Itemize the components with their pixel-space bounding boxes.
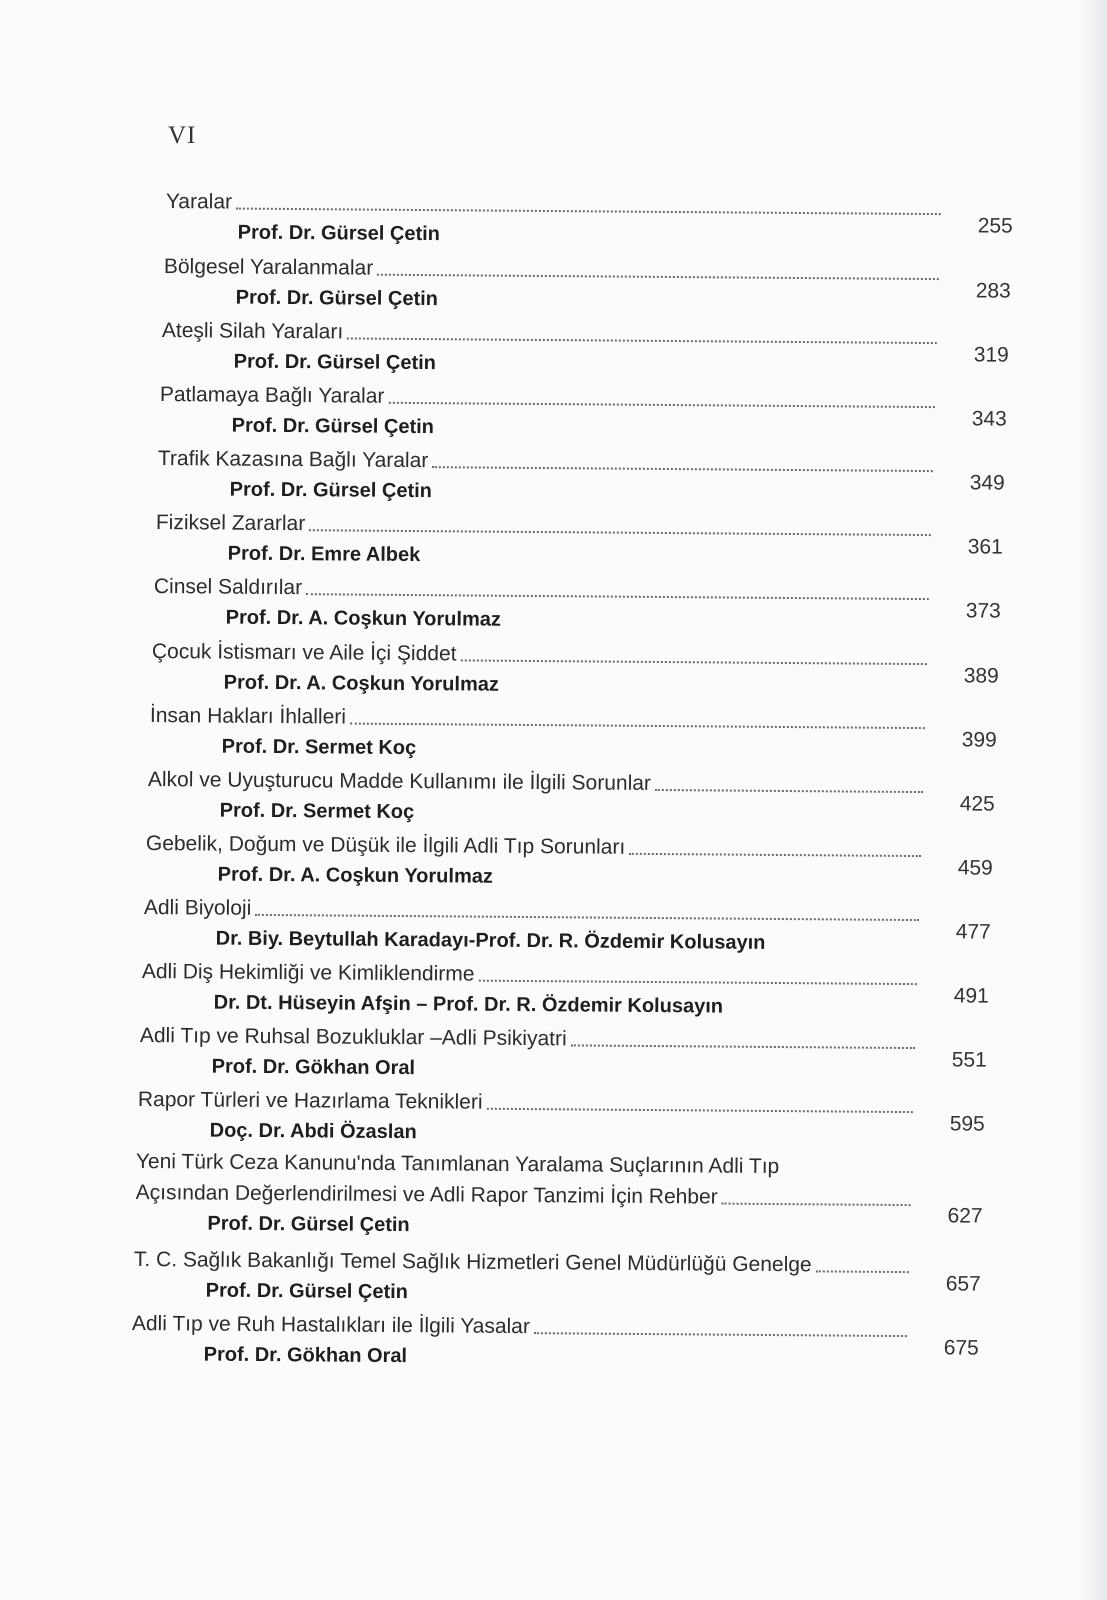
dot-leader: [478, 980, 916, 985]
entry-title: Gebelik, Doğum ve Düşük ile İlgili Adli Tıp Sorunları: [145, 832, 626, 859]
entry-author: Prof. Dr. Gürsel Çetin: [237, 221, 441, 246]
entry-title: Adli Diş Hekimliği ve Kimliklendirme: [141, 960, 475, 986]
entry-page-number: 425: [959, 792, 995, 816]
entry-page-number: 349: [969, 471, 1005, 495]
entry-title: Patlamaya Bağlı Yaralar: [159, 383, 385, 408]
toc-entry: [158, 447, 1028, 514]
entry-author: Prof. Dr. A. Coşkun Yorulmaz: [225, 606, 501, 631]
toc-entry: [148, 768, 1018, 835]
dot-leader: [629, 853, 921, 857]
toc-entry: [162, 319, 1032, 386]
entry-page-number: 491: [953, 984, 989, 1008]
entry-author: Dr. Dt. Hüseyin Afşin – Prof. Dr. R. Özdemir Kolusayın: [213, 991, 724, 1018]
entry-title: Trafik Kazasına Bağlı Yaralar: [157, 447, 429, 473]
dot-leader: [460, 659, 926, 665]
entry-author: Prof. Dr. Gürsel Çetin: [205, 1279, 409, 1304]
toc-entry: [132, 1312, 1002, 1379]
toc-entry: [154, 575, 1024, 642]
entry-title: Adli Tıp ve Ruh Hastalıkları ile İlgili Yasalar: [131, 1312, 531, 1339]
entry-page-number: 343: [971, 407, 1007, 431]
toc-entry: [156, 511, 1026, 578]
entry-author: Prof. Dr. Gökhan Oral: [203, 1343, 408, 1368]
dot-leader: [347, 337, 937, 344]
entry-author: Doç. Dr. Abdi Özaslan: [209, 1119, 417, 1144]
toc-entry: [140, 1024, 1010, 1091]
entry-page-number: 675: [943, 1336, 979, 1360]
entry-title: Cinsel Saldırılar: [153, 575, 303, 600]
dot-leader: [655, 789, 923, 793]
entry-title: Adli Biyoloji: [143, 896, 252, 920]
entry-author: Prof. Dr. Gökhan Oral: [211, 1055, 416, 1080]
dot-leader: [534, 1332, 907, 1337]
entry-page-number: 459: [957, 856, 993, 880]
dot-leader: [350, 723, 925, 730]
dot-leader: [816, 1270, 909, 1273]
entry-title: Adli Tıp ve Ruhsal Bozukluklar –Adli Psikiyatri: [139, 1024, 567, 1051]
entry-author: Prof. Dr. Gürsel Çetin: [229, 478, 433, 503]
toc-entry: [142, 960, 1012, 1027]
entry-page-number: 373: [965, 599, 1001, 623]
entry-title: Çocuk İstismarı ve Aile İçi Şiddet: [151, 640, 457, 666]
entry-page-number: 595: [949, 1112, 985, 1136]
entry-title: T. C. Sağlık Bakanlığı Temel Sağlık Hizmetleri Genel Müdürlüğü Genelge: [133, 1248, 812, 1277]
toc-entry: [138, 1088, 1008, 1155]
dot-leader: [309, 529, 931, 536]
entry-title: Alkol ve Uyuşturucu Madde Kullanımı ile İlgili Sorunlar: [147, 768, 652, 795]
toc-entry-long: [135, 1150, 1006, 1257]
toc-entry: [166, 190, 1036, 257]
entry-author: Prof. Dr. Gürsel Çetin: [233, 350, 437, 375]
entry-author: Prof. Dr. A. Coşkun Yorulmaz: [217, 863, 493, 888]
entry-author: Prof. Dr. Emre Albek: [227, 542, 421, 567]
toc-entry: [150, 704, 1020, 771]
entry-page-number: 283: [975, 279, 1011, 303]
entry-page-number: 657: [945, 1272, 981, 1296]
toc-entry: [134, 1248, 1004, 1315]
dot-leader: [236, 208, 941, 216]
entry-author: Prof. Dr. Sermet Koç: [221, 735, 417, 760]
entry-page-number: 389: [963, 664, 999, 688]
entry-author: Prof. Dr. Gürsel Çetin: [235, 286, 439, 311]
entry-author: Dr. Biy. Beytullah Karadayı-Prof. Dr. R. Özdemir Kolusayın: [215, 927, 766, 954]
entry-title: Fiziksel Zararlar: [155, 511, 306, 536]
dot-leader: [432, 466, 933, 472]
entry-title: Yaralar: [165, 190, 233, 214]
toc-entry: [146, 832, 1016, 899]
entry-page-number: 319: [973, 343, 1009, 367]
toc-entry: [164, 255, 1034, 322]
entry-page-number: 627: [947, 1204, 983, 1228]
entry-page-number: 399: [961, 728, 997, 752]
entry-author: Prof. Dr. A. Coşkun Yorulmaz: [223, 671, 499, 696]
entry-author: Prof. Dr. Sermet Koç: [219, 799, 415, 824]
dot-leader: [571, 1044, 915, 1049]
entry-page-number: 551: [951, 1048, 987, 1072]
toc-entry: [160, 383, 1030, 450]
entry-title: İnsan Hakları İhlalleri: [149, 704, 347, 729]
entry-author: Prof. Dr. Gürsel Çetin: [207, 1212, 410, 1237]
entry-author: Prof. Dr. Gürsel Çetin: [231, 414, 435, 439]
toc-entry: [152, 640, 1022, 707]
entry-page-number: 477: [955, 920, 991, 944]
entry-page-number: 361: [967, 535, 1003, 559]
entry-page-number: 255: [977, 214, 1013, 238]
toc-entry: [144, 896, 1014, 963]
entry-title: Rapor Türleri ve Hazırlama Teknikleri: [137, 1088, 483, 1114]
dot-leader: [377, 274, 939, 280]
dot-leader: [722, 1203, 911, 1206]
dot-leader: [306, 593, 929, 600]
entry-title: Bölgesel Yaralanmalar: [163, 255, 374, 280]
dot-leader: [388, 402, 934, 408]
entry-title-line-2: Açısından Değerlendirilmesi ve Adli Rapor Tanzimi İçin Rehber: [135, 1180, 718, 1209]
page-number: VI: [168, 122, 197, 149]
entry-title: Ateşli Silah Yaraları: [161, 319, 344, 344]
dot-leader: [487, 1108, 913, 1113]
entry-title-line-1: Yeni Türk Ceza Kanunu'nda Tanımlanan Yaralama Suçlarının Adli Tıp: [135, 1150, 780, 1179]
dot-leader: [255, 914, 919, 921]
